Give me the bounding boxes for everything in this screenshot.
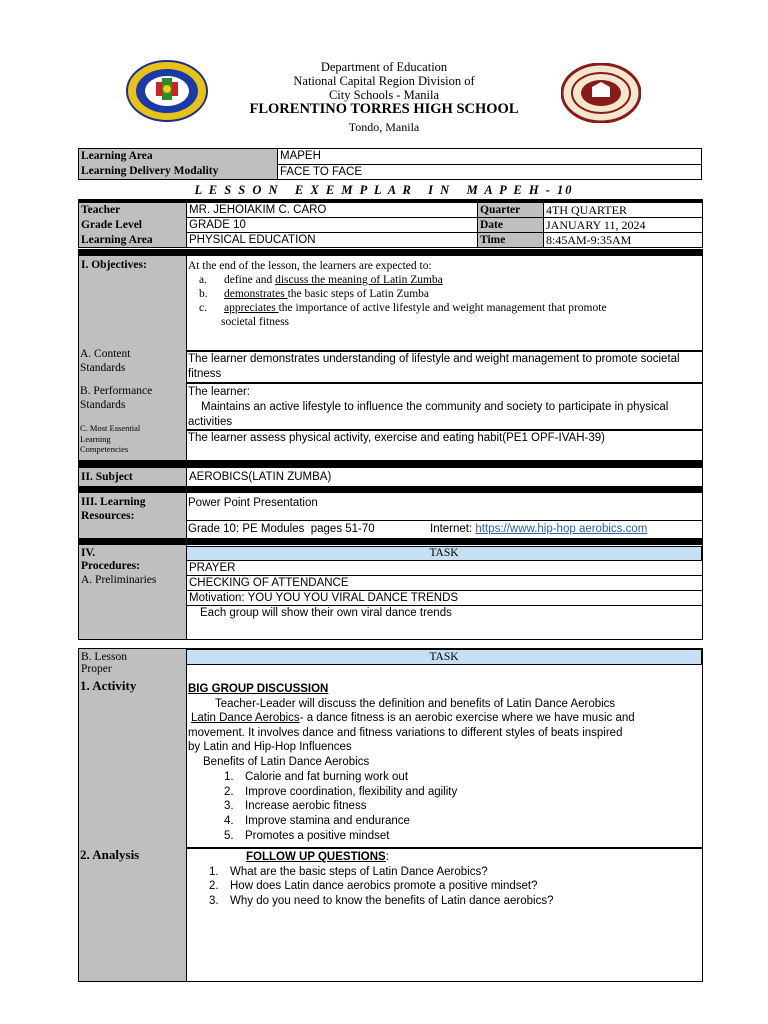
question-text: Why do you need to know the benefits of Latin dance aerobics? <box>230 895 554 907</box>
benefit-item <box>224 799 366 814</box>
header-city: City Schools - Manila <box>328 88 440 102</box>
melc-label-line: Competencies <box>80 444 129 454</box>
learning-area-value-cell <box>277 148 702 165</box>
subject-value-cell <box>186 467 703 487</box>
resources-internet <box>430 522 647 537</box>
resources-label-line: III. Learning <box>81 496 146 508</box>
benefit-item <box>224 785 457 800</box>
header-region: National Capital Region Division of <box>293 74 475 88</box>
info-learning-area-value: PHYSICAL EDUCATION <box>189 234 316 246</box>
objective-text: the importance of active lifestyle and weight management that promote <box>278 302 607 314</box>
quarter-label-cell <box>477 202 544 218</box>
internet-link[interactable]: https://www.hip-hop aerobics.com <box>475 523 648 535</box>
question-text: What are the basic steps of Latin Dance Aerobics? <box>230 866 488 878</box>
preliminaries-item: PRAYER <box>189 562 236 574</box>
objective-item <box>199 273 443 287</box>
teacher-label: Teacher <box>81 204 121 216</box>
lesson-proper-label-line: B. Lesson <box>81 651 127 663</box>
preliminaries-item: Motivation: YOU YOU YOU VIRAL DANCE TRENDS <box>189 592 459 604</box>
objectives-intro: At the end of the lesson, the learners are expected to: <box>188 260 432 272</box>
content-standards-text: The learner demonstrates understanding of lifestyle and weight management to promote societal fitness <box>188 353 680 380</box>
learning-area-value: MAPEH <box>280 150 321 162</box>
objective-marker: b. <box>199 288 208 300</box>
objective-text: define and <box>224 274 276 286</box>
resources-presentation: Power Point Presentation <box>188 497 318 509</box>
followup-colon: : <box>385 851 389 863</box>
melc-label-line: Learning <box>80 433 111 444</box>
objectives-label: I. Objectives: <box>81 259 147 271</box>
benefit-number: 2. <box>224 786 234 798</box>
teacher-value: MR. JEHOIAKIM C. CARO <box>189 204 327 216</box>
resources-label-line: Resources: <box>81 510 135 522</box>
resources-label-cell <box>78 493 187 539</box>
content-standards-label-line: A. Content <box>80 348 131 360</box>
quarter-value-cell <box>543 202 703 218</box>
delivery-modality-label: Learning Delivery Modality <box>81 165 219 177</box>
date-label-cell <box>477 217 544 233</box>
objective-underlined-text: discuss the meaning of Latin Zumba <box>275 274 443 286</box>
question-number: 3. <box>209 895 219 907</box>
benefit-number: 1. <box>224 771 234 783</box>
benefit-item <box>224 770 408 785</box>
procedures-label-cell <box>78 545 187 640</box>
benefit-text: Increase aerobic fitness <box>245 800 367 812</box>
resources-modules: Grade 10: PE Modules pages 51-70 <box>188 523 375 535</box>
preliminaries-item-cell <box>186 590 703 606</box>
teacher-value-cell <box>186 202 478 218</box>
performance-standards-label <box>80 384 152 412</box>
analysis-label: 2. Analysis <box>80 847 140 862</box>
content-standards-label <box>80 347 130 375</box>
benefit-text: Improve stamina and endurance <box>245 815 410 827</box>
task-header: TASK <box>186 546 702 561</box>
preliminaries-label: A. Preliminaries <box>81 574 157 586</box>
analysis-rule <box>186 847 703 849</box>
divider-bar <box>78 249 703 256</box>
activity-definition <box>191 711 635 726</box>
quarter-value: 4TH QUARTER <box>546 203 627 217</box>
question-item <box>209 894 554 909</box>
question-number: 2. <box>209 880 219 892</box>
preliminaries-item: CHECKING OF ATTENDANCE <box>189 577 349 589</box>
grade-level-label: Grade Level <box>81 219 142 231</box>
standards-rule <box>186 382 703 384</box>
activity-title: BIG GROUP DISCUSSION <box>188 683 329 695</box>
benefit-item <box>224 829 389 844</box>
benefit-item <box>224 814 410 829</box>
objective-marker: c. <box>199 302 207 314</box>
quarter-label: Quarter <box>480 204 521 216</box>
info-label-column <box>78 202 187 248</box>
motivation-note: Each group will show their own viral dance trends <box>200 607 452 619</box>
followup-heading <box>246 850 389 865</box>
time-label-cell <box>477 232 544 248</box>
lesson-proper-label-column <box>78 648 187 982</box>
subject-label-cell <box>78 467 187 487</box>
benefit-text: Calorie and fat burning work out <box>245 771 409 783</box>
melc-label-line: C. Most Essential <box>80 423 141 433</box>
benefit-number: 4. <box>224 815 234 827</box>
area-value-cell <box>186 232 478 248</box>
melc-label <box>80 423 140 455</box>
preliminaries-item-cell <box>186 560 703 576</box>
task-header: TASK <box>186 649 702 665</box>
benefits-title: Benefits of Latin Dance Aerobics <box>203 756 370 768</box>
date-label: Date <box>480 219 503 231</box>
performance-standards-intro: The learner: <box>188 386 251 398</box>
performance-standards-label-line: Standards <box>80 399 126 411</box>
question-number: 1. <box>209 866 219 878</box>
subject-label: II. Subject <box>81 471 133 483</box>
header-school-name: FLORENTINO TORRES HIGH SCHOOL <box>249 101 519 117</box>
time-value-cell <box>543 232 703 248</box>
objective-item <box>199 301 607 315</box>
benefit-text: Promotes a positive mindset <box>245 830 390 842</box>
time-label: Time <box>480 234 506 246</box>
lesson-proper-label-line: Proper <box>81 663 112 675</box>
question-item <box>209 879 537 894</box>
question-item <box>209 865 488 880</box>
performance-standards-label-line: B. Performance <box>80 385 153 397</box>
activity-label: 1. Activity <box>80 678 137 693</box>
subject-value: AEROBICS(LATIN ZUMBA) <box>189 471 332 483</box>
objective-underlined-text: appreciates <box>224 302 279 314</box>
date-value-cell <box>543 217 703 233</box>
procedures-label-line: IV. <box>81 547 96 559</box>
info-learning-area-label: Learning Area <box>81 234 153 246</box>
activity-description: movement. It involves dance and fitness variations to different styles of beats inspired <box>188 727 623 739</box>
followup-title: FOLLOW UP QUESTIONS <box>246 851 386 863</box>
resources-rule <box>186 520 703 521</box>
learning-area-label: Learning Area <box>81 150 153 162</box>
activity-definition-text: - a dance fitness is an aerobic exercise where we have music and <box>299 712 635 724</box>
header-location: Tondo, Manila <box>348 120 420 134</box>
objective-text: the basic steps of Latin Zumba <box>287 288 430 300</box>
divider-bar <box>78 460 703 467</box>
benefit-number: 5. <box>224 830 234 842</box>
objective-item <box>199 287 429 301</box>
activity-description: Teacher-Leader will discuss the definition and benefits of Latin Dance Aerobics <box>215 698 616 710</box>
preliminaries-item-cell <box>186 575 703 591</box>
procedures-label-line: Procedures: <box>81 560 140 572</box>
melc-text: The learner assess physical activity, exercise and eating habit(PE1 OPF-IVAH-39) <box>188 432 605 444</box>
benefit-number: 3. <box>224 800 234 812</box>
modality-label-cell <box>78 148 278 180</box>
delivery-value-cell <box>277 164 702 180</box>
activity-term: Latin Dance Aerobics <box>191 712 300 724</box>
question-text: How does Latin dance aerobics promote a positive mindset? <box>230 880 538 892</box>
header-department: Department of Education <box>320 60 448 74</box>
grade-level-value: GRADE 10 <box>189 219 246 231</box>
objective-marker: a. <box>199 274 207 286</box>
delivery-modality-value: FACE TO FACE <box>280 166 363 178</box>
benefit-text: Improve coordination, flexibility and agility <box>245 786 458 798</box>
performance-standards-text: Maintains an active lifestyle to influence the community and society to participate in physical activities <box>188 401 669 428</box>
content-standards-label-line: Standards <box>80 362 126 374</box>
objective-continuation: societal fitness <box>221 316 290 328</box>
activity-description: by Latin and Hip-Hop Influences <box>188 741 352 753</box>
internet-label: Internet: <box>430 523 476 535</box>
objective-underlined-text: demonstrates <box>224 288 288 300</box>
time-value: 8:45AM-9:35AM <box>546 233 632 247</box>
date-value: JANUARY 11, 2024 <box>546 218 646 232</box>
grade-value-cell <box>186 217 478 233</box>
exemplar-title: L E S S O N E X E M P L A R I N M A P E H - 10 <box>194 183 574 197</box>
